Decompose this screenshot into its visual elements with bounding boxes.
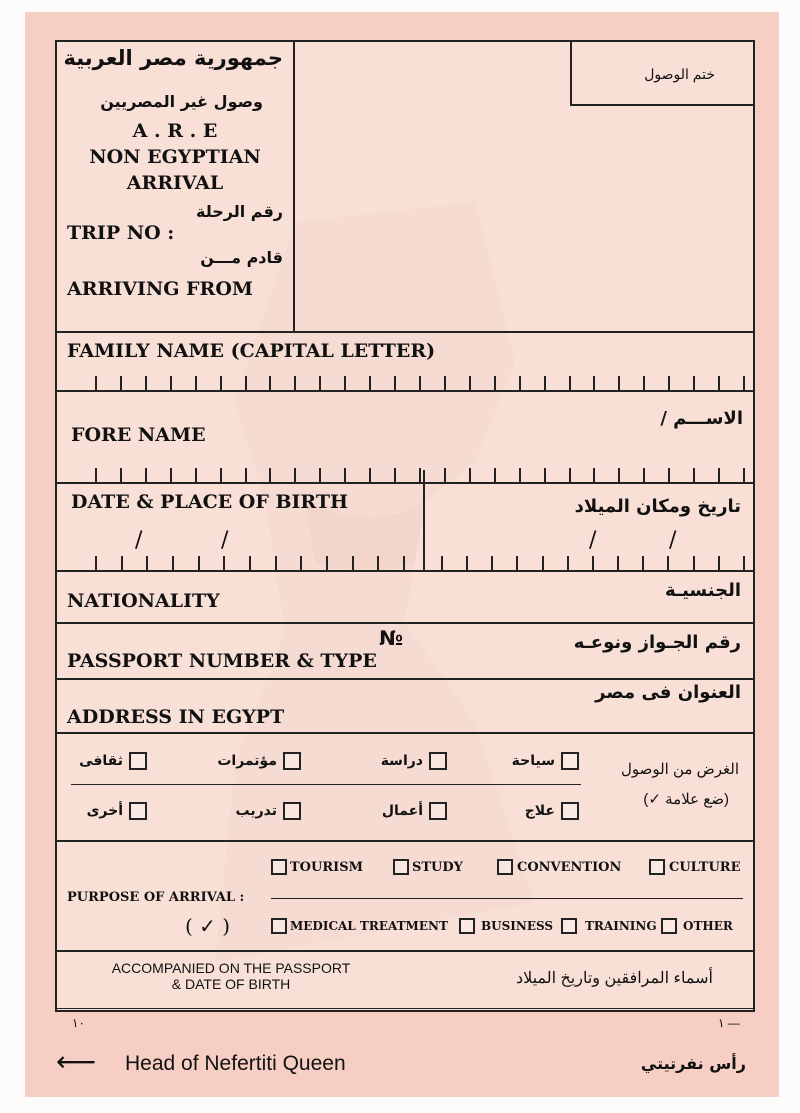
dob-label: DATE & PLACE OF BIRTH xyxy=(71,491,348,513)
dob-label-ar: تاريخ ومكان الميلاد xyxy=(574,496,741,517)
are-label: A . R . E xyxy=(132,120,218,142)
trip-no-ar: رقم الرحلة xyxy=(195,202,283,221)
other-label: OTHER xyxy=(683,919,733,933)
left-arrow-icon: ⟵ xyxy=(56,1045,97,1078)
checkbox-tourism[interactable] xyxy=(271,859,287,875)
nationality-label-ar: الجنسيـة xyxy=(665,580,741,601)
divider xyxy=(423,470,425,570)
numero-sign: № xyxy=(379,626,404,650)
arrival-label: ARRIVAL xyxy=(126,172,224,194)
address-label-ar: العنوان فى مصر xyxy=(595,682,741,703)
divider xyxy=(57,678,753,680)
business-label: BUSINESS xyxy=(481,919,554,933)
checkbox-training[interactable] xyxy=(561,918,577,934)
culture-label: CULTURE xyxy=(669,860,741,875)
fore-name-tick-row[interactable] xyxy=(95,468,745,482)
arrival-stamp-label: ختم الوصول xyxy=(644,66,715,82)
date-separator: / xyxy=(135,528,143,553)
checkbox-medical-ar[interactable] xyxy=(561,802,579,820)
business-ar-label: أعمال xyxy=(381,803,423,819)
accompanied-line1: ACCOMPANIED ON THE PASSPORT xyxy=(111,960,351,976)
caption-text-ar: رأس نفرتيتي xyxy=(640,1054,746,1073)
caption-text: Head of Nefertiti Queen xyxy=(125,1052,346,1075)
divider xyxy=(57,570,753,572)
divider xyxy=(271,898,743,899)
trip-no-label: TRIP NO : xyxy=(67,222,175,244)
checkbox-business[interactable] xyxy=(459,918,475,934)
checkbox-other[interactable] xyxy=(661,918,677,934)
checkbox-business-ar[interactable] xyxy=(429,802,447,820)
tourism-ar-label: سياحة xyxy=(511,753,555,769)
purpose-label: PURPOSE OF ARRIVAL : xyxy=(67,890,245,905)
purpose-mark: ( ✓ ) xyxy=(185,914,231,938)
family-name-tick-row[interactable] xyxy=(95,376,745,390)
purpose-title-ar: الغرض من الوصول xyxy=(620,761,739,778)
divider xyxy=(57,622,753,624)
study-label: STUDY xyxy=(412,860,463,875)
divider xyxy=(57,390,753,392)
divider xyxy=(57,840,753,842)
serial-right: ١ — xyxy=(718,1016,740,1030)
accompanied-label-ar: أسماء المرافقين وتاريخ الميلاد xyxy=(515,970,713,987)
non-egyptian-arrival-ar: وصول غير المصريين xyxy=(100,92,263,111)
serial-left: ١٠ xyxy=(72,1016,85,1030)
date-separator: / xyxy=(669,528,677,553)
other-ar-label: أخرى xyxy=(86,803,123,819)
republic-title-ar: جمهورية مصر العربية xyxy=(63,46,283,70)
checkbox-study-ar[interactable] xyxy=(429,752,447,770)
address-label: ADDRESS IN EGYPT xyxy=(67,706,285,728)
medical-ar-label: علاج xyxy=(524,803,555,819)
passport-label: PASSPORT NUMBER & TYPE xyxy=(67,650,377,672)
checkbox-tourism-ar[interactable] xyxy=(561,752,579,770)
dob-tick-row[interactable] xyxy=(95,556,405,570)
checkbox-study[interactable] xyxy=(393,859,409,875)
checkbox-convention[interactable] xyxy=(497,859,513,875)
arriving-from-ar: قادم مـــن xyxy=(200,248,283,267)
non-egyptian-label: NON EGYPTIAN xyxy=(89,146,261,168)
fore-name-label: FORE NAME xyxy=(71,424,206,446)
convention-ar-label: مؤتمرات xyxy=(217,753,277,769)
divider xyxy=(57,732,753,734)
divider xyxy=(57,950,753,952)
divider xyxy=(57,482,753,484)
date-separator: / xyxy=(589,528,597,553)
birthplace-tick-row[interactable] xyxy=(441,556,745,570)
divider xyxy=(57,331,753,333)
checkbox-convention-ar[interactable] xyxy=(283,752,301,770)
study-ar-label: دراسة xyxy=(380,753,423,769)
family-name-label: FAMILY NAME (CAPITAL LETTER) xyxy=(67,340,436,362)
checkbox-training-ar[interactable] xyxy=(283,802,301,820)
medical-label: MEDICAL TREATMENT xyxy=(290,919,448,933)
header-divider xyxy=(293,42,295,332)
accompanied-label xyxy=(71,960,391,992)
checkbox-medical[interactable] xyxy=(271,918,287,934)
arriving-from-label: ARRIVING FROM xyxy=(67,278,253,300)
arrival-form xyxy=(55,40,755,1012)
purpose-mark-ar: (ضع علامة ✓) xyxy=(643,791,729,808)
nationality-label: NATIONALITY xyxy=(67,590,220,612)
name-ar: الاســـم / xyxy=(660,408,743,429)
accompanied-line2: & DATE OF BIRTH xyxy=(171,976,291,992)
date-separator: / xyxy=(221,528,229,553)
divider xyxy=(57,1008,753,1009)
passport-label-ar: رقم الجـواز ونوعـه xyxy=(573,632,741,653)
convention-label: CONVENTION xyxy=(517,860,622,875)
divider xyxy=(71,784,581,785)
training-label: TRAINING xyxy=(585,919,657,933)
training-ar-label: تدريب xyxy=(235,803,277,819)
arrival-stamp-box xyxy=(570,42,755,106)
culture-ar-label: ثقافى xyxy=(79,753,123,769)
checkbox-culture[interactable] xyxy=(649,859,665,875)
tourism-label: TOURISM xyxy=(290,860,363,875)
checkbox-culture-ar[interactable] xyxy=(129,752,147,770)
checkbox-other-ar[interactable] xyxy=(129,802,147,820)
